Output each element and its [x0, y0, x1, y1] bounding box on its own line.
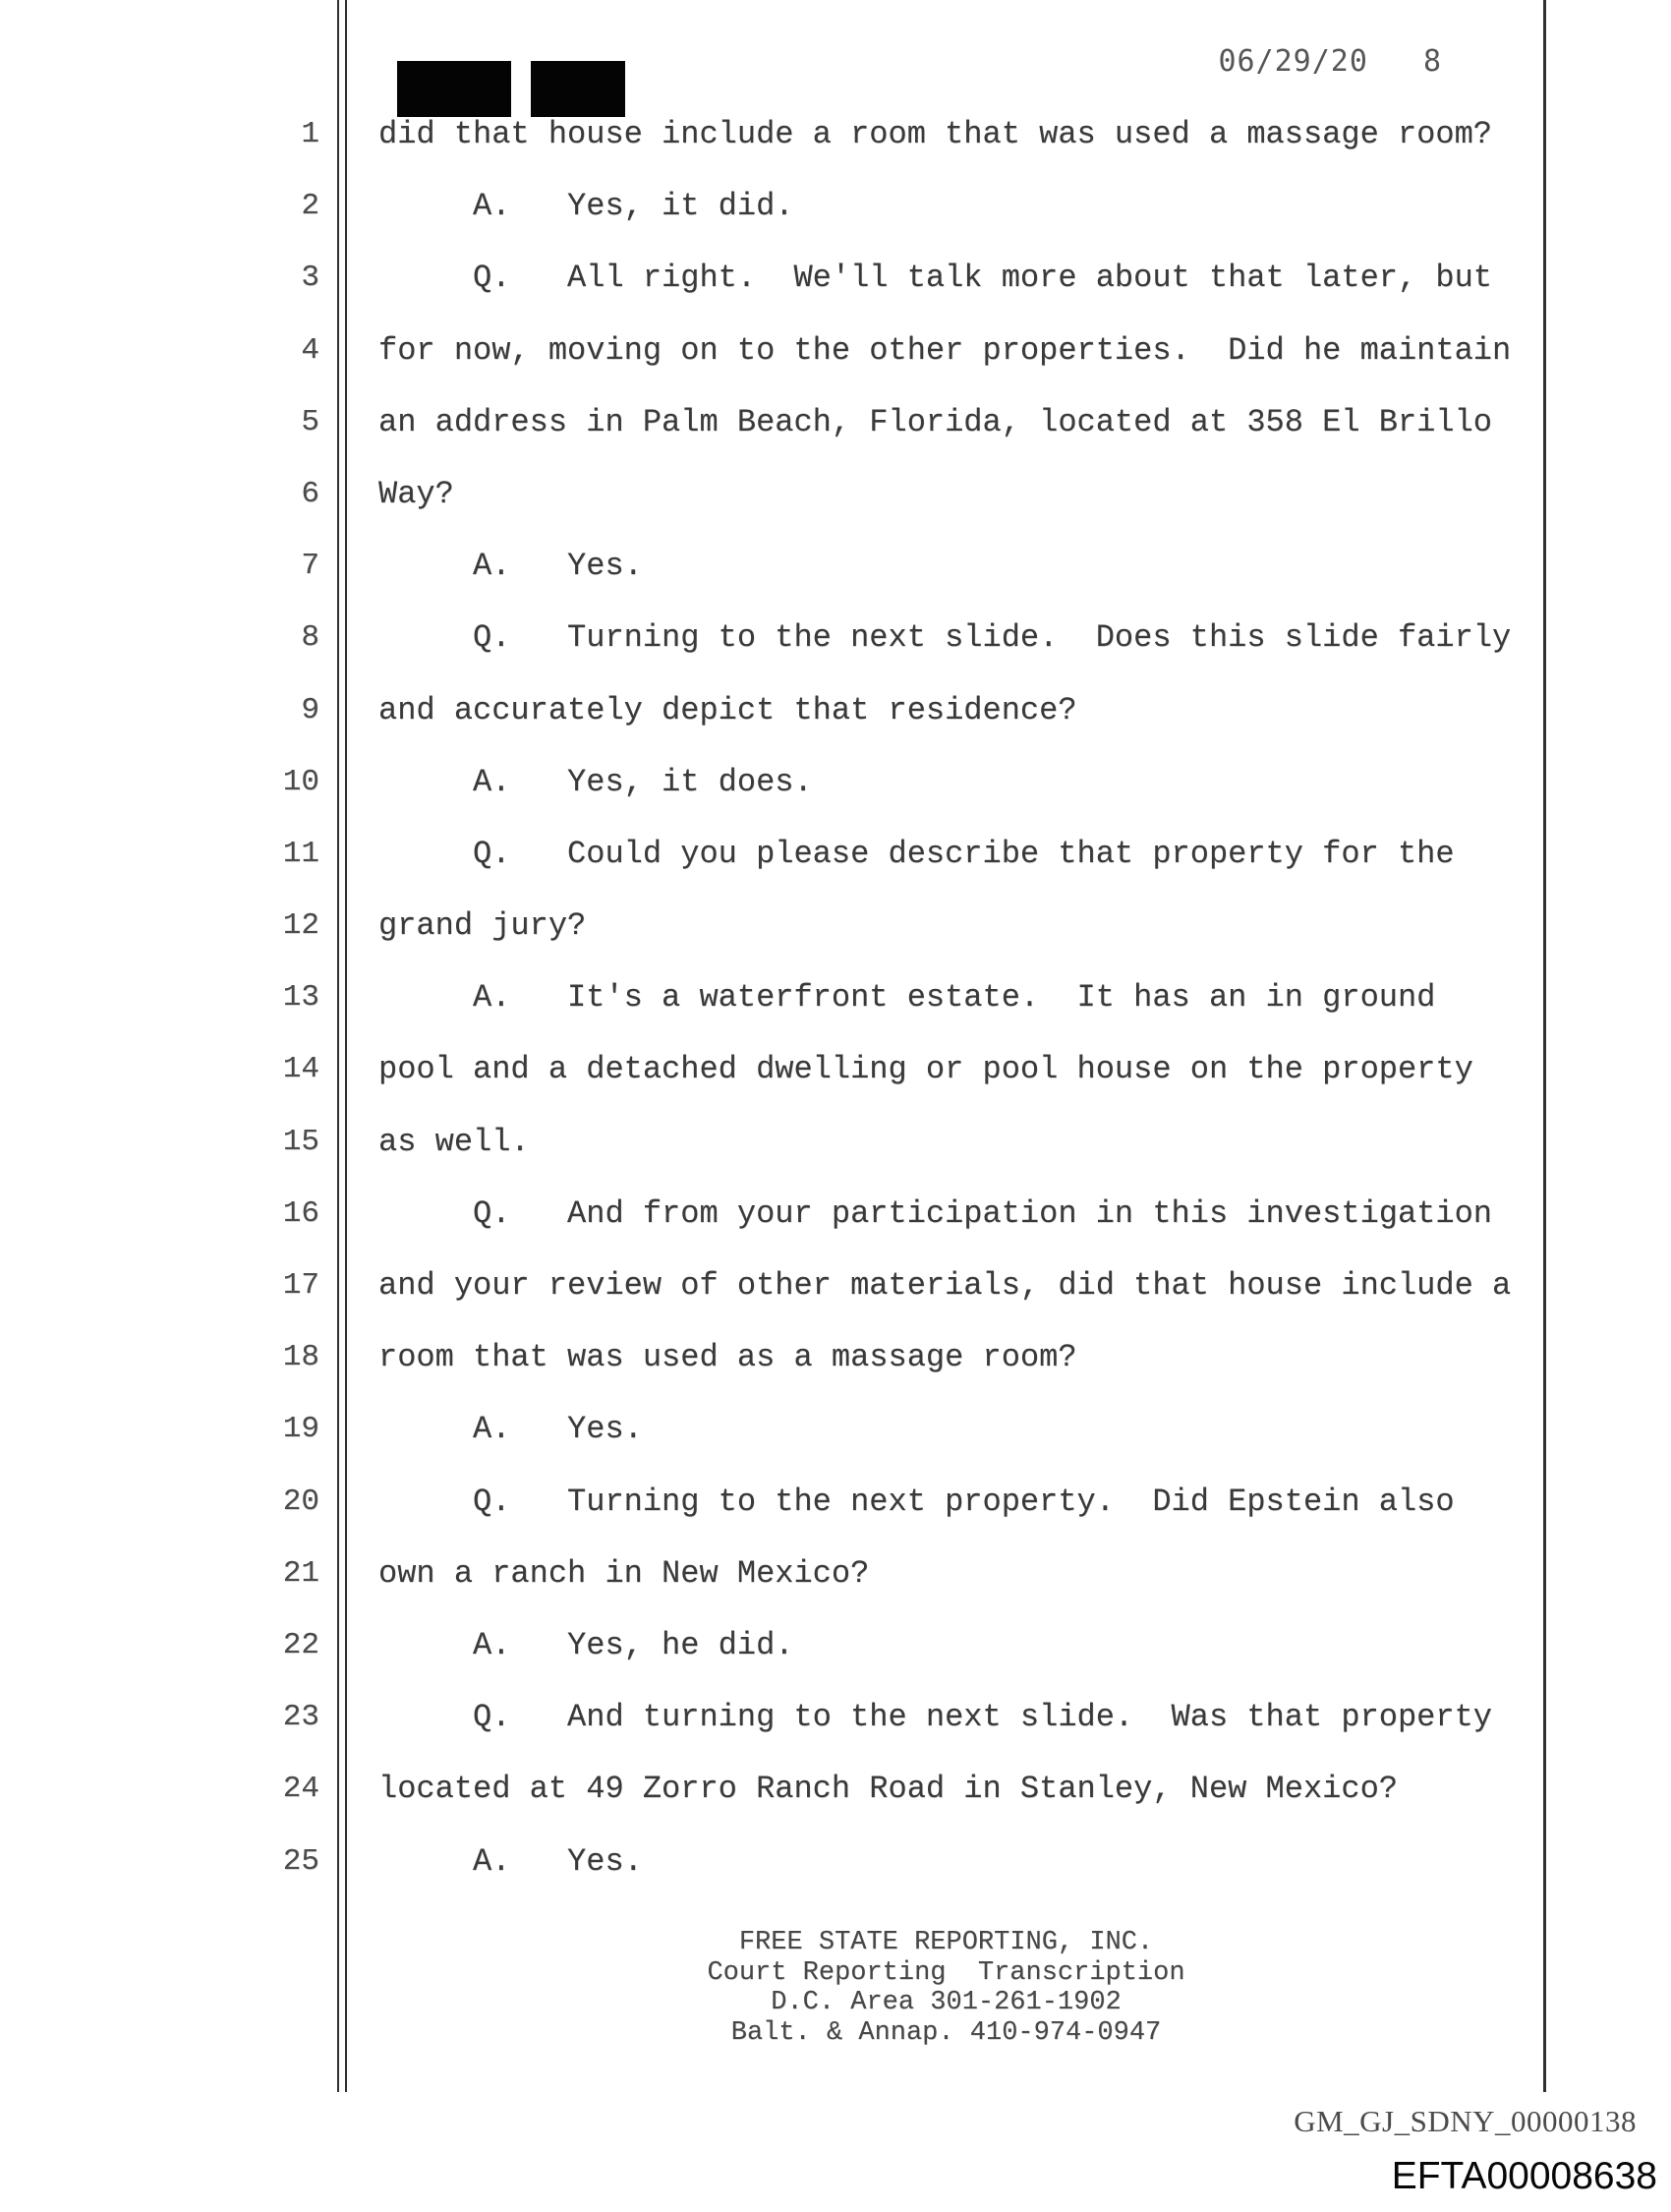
line-number: 24	[282, 1772, 319, 1807]
transcript-line-row	[0, 1753, 1671, 1825]
line-text: and your review of other materials, did that house include a	[378, 1267, 1512, 1304]
transcript-line-row	[0, 242, 1671, 314]
line-text: Way?	[378, 475, 454, 512]
line-text: Q. Turning to the next property. Did Epstein also	[378, 1483, 1455, 1520]
transcript-date: 06/29/20	[1218, 44, 1368, 79]
line-number: 21	[282, 1555, 319, 1591]
line-number: 20	[282, 1484, 319, 1519]
line-number: 18	[282, 1340, 319, 1375]
bates-stamp: GM_GJ_SDNY_00000138	[1294, 2104, 1637, 2138]
line-number: 7	[301, 549, 319, 584]
transcript-line-row	[0, 1826, 1671, 1897]
transcript-line-row	[0, 890, 1671, 961]
line-number: 12	[282, 908, 319, 944]
line-number: 2	[301, 189, 319, 224]
line-text: grand jury?	[378, 907, 587, 945]
transcript-line-row	[0, 1033, 1671, 1105]
transcript-line-row	[0, 315, 1671, 386]
transcript-line-row	[0, 1609, 1671, 1681]
doc-id-stamp: EFTA00008638	[1391, 2155, 1657, 2197]
line-number: 19	[282, 1412, 319, 1447]
line-text: own a ranch in New Mexico?	[378, 1554, 870, 1592]
line-number: 10	[282, 764, 319, 799]
reporter-footer-line: Balt. & Annap. 410-974-0947	[730, 2017, 1162, 2048]
line-number: 13	[282, 980, 319, 1016]
line-text: pool and a detached dwelling or pool house on the property	[378, 1051, 1473, 1088]
transcript-line-row	[0, 530, 1671, 602]
line-text: A. Yes.	[378, 1411, 643, 1448]
line-number: 11	[282, 836, 319, 871]
line-text: Q. And from your participation in this investigation	[378, 1194, 1492, 1232]
transcript-line-row	[0, 458, 1671, 530]
transcript-line-row	[0, 386, 1671, 458]
line-number: 23	[282, 1700, 319, 1735]
reporter-footer-line: Court Reporting Transcription	[707, 1957, 1185, 1988]
transcript-line-row	[0, 961, 1671, 1033]
line-text: did that house include a room that was used a massage room?	[378, 116, 1492, 152]
transcript-line-row	[0, 746, 1671, 818]
transcript-line-row	[0, 170, 1671, 242]
transcript-lines	[0, 98, 1671, 1897]
transcript-line-row	[0, 1178, 1671, 1250]
line-number: 25	[282, 1843, 319, 1879]
line-text: as well.	[378, 1123, 530, 1160]
reporter-footer	[378, 1928, 1514, 2048]
page-header	[1218, 45, 1442, 79]
line-text: A. Yes, he did.	[378, 1626, 794, 1663]
line-text: Q. Turning to the next slide. Does this slide fairly	[378, 619, 1512, 657]
line-text: located at 49 Zorro Ranch Road in Stanley, New Mexico?	[378, 1771, 1398, 1808]
line-number: 14	[282, 1052, 319, 1087]
reporter-footer-line: FREE STATE REPORTING, INC.	[738, 1928, 1154, 1957]
line-number: 5	[301, 404, 319, 439]
line-text: A. Yes, it does.	[378, 763, 813, 800]
line-number: 1	[301, 117, 319, 151]
line-text: an address in Palm Beach, Florida, located at 358 El Brillo	[378, 403, 1492, 440]
line-text: A. Yes.	[378, 1842, 643, 1880]
line-text: Q. Could you please describe that property for the	[378, 835, 1455, 872]
line-number: 22	[282, 1627, 319, 1662]
transcript-line-row	[0, 602, 1671, 673]
line-number: 9	[301, 692, 319, 728]
line-number: 8	[301, 620, 319, 656]
transcript-line-row	[0, 1681, 1671, 1753]
line-text: and accurately depict that residence?	[378, 691, 1077, 728]
transcript-line-row	[0, 818, 1671, 890]
line-number: 3	[301, 261, 319, 296]
transcript-line-row	[0, 1466, 1671, 1538]
transcript-line-row	[0, 1538, 1671, 1609]
page-number: 8	[1422, 44, 1442, 79]
reporter-footer-line: D.C. Area 301-261-1902	[771, 1988, 1122, 2017]
line-text: Q. And turning to the next slide. Was that property	[378, 1699, 1492, 1736]
transcript-line-row	[0, 1250, 1671, 1321]
transcript-line-row	[0, 1393, 1671, 1465]
line-number: 16	[282, 1195, 319, 1231]
transcript-line-row	[0, 98, 1671, 170]
transcript-line-row	[0, 674, 1671, 746]
line-text: A. Yes, it did.	[378, 188, 794, 225]
line-number: 6	[301, 476, 319, 511]
line-text: for now, moving on to the other properties. Did he maintain	[378, 331, 1512, 369]
line-number: 17	[282, 1268, 319, 1303]
transcript-line-row	[0, 1321, 1671, 1393]
line-text: A. It's a waterfront estate. It has an in ground	[378, 979, 1436, 1017]
line-number: 15	[282, 1124, 319, 1159]
transcript-line-row	[0, 1106, 1671, 1178]
line-text: Q. All right. We'll talk more about that later, but	[378, 260, 1492, 297]
line-text: room that was used as a massage room?	[378, 1339, 1077, 1376]
line-number: 4	[301, 332, 319, 368]
line-text: A. Yes.	[378, 548, 643, 585]
